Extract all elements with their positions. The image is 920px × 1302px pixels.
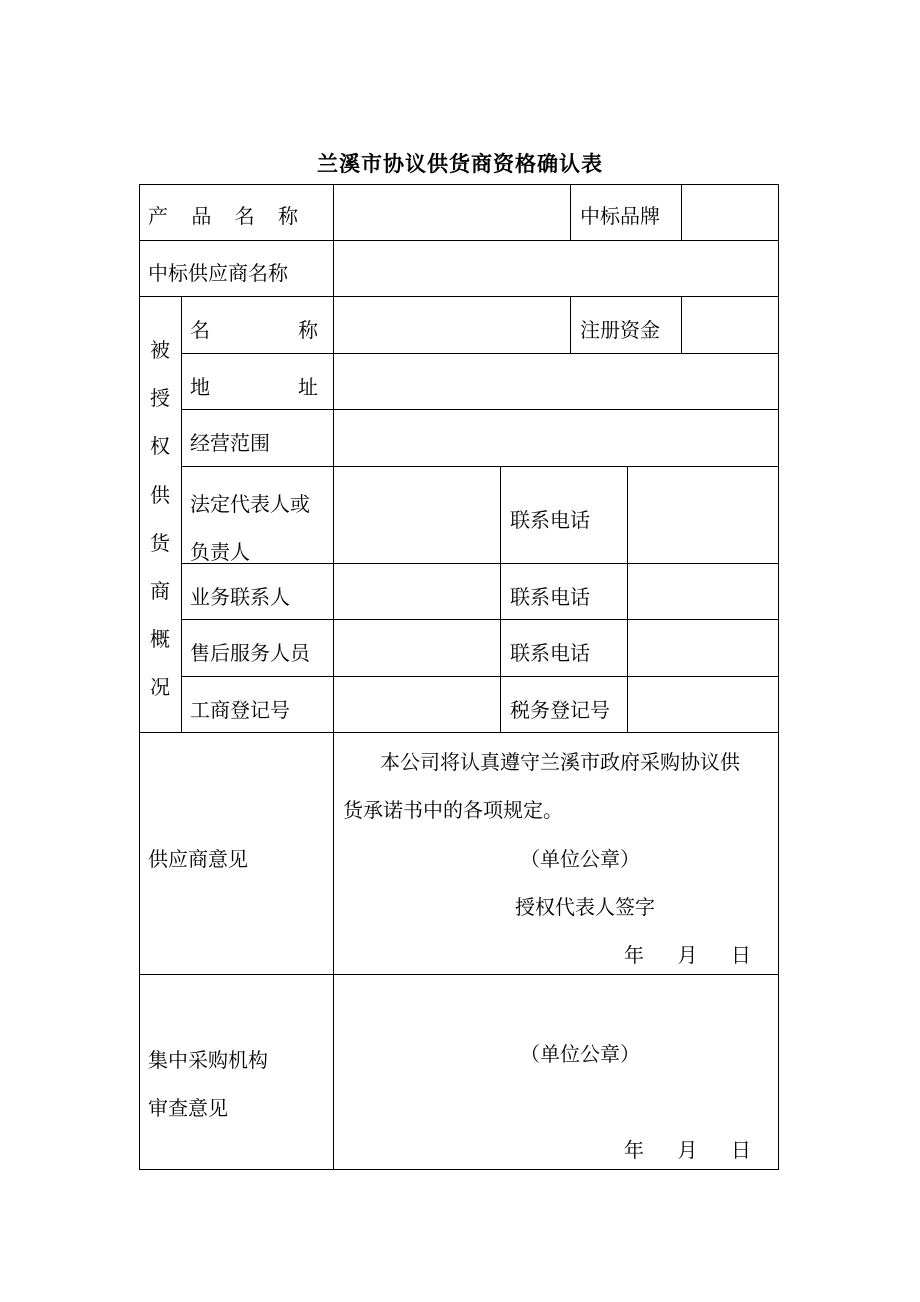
legal-rep-phone-label: 联系电话: [510, 508, 590, 532]
legal-representative-label: 法定代表人或 负责人: [190, 492, 310, 564]
legal-rep-phone-field[interactable]: [628, 467, 778, 563]
business-reg-no-label: 工商登记号: [190, 698, 290, 722]
agency-opinion-label: 集中采购机构 审查意见: [148, 1048, 268, 1120]
tax-reg-no-field[interactable]: [628, 677, 778, 732]
form-title: 兰溪市协议供货商资格确认表: [317, 151, 603, 176]
product-name-field[interactable]: [334, 185, 570, 240]
supplier-statement-line2: 货承诺书中的各项规定。: [343, 798, 563, 822]
address-field[interactable]: [334, 354, 778, 409]
address-label: 地 址: [190, 375, 318, 399]
business-contact-field[interactable]: [334, 564, 500, 619]
after-sales-phone-label: 联系电话: [510, 641, 590, 665]
winning-supplier-field[interactable]: [334, 241, 778, 296]
authorized-signature-label: 授权代表人签字: [515, 895, 655, 919]
business-contact-phone-label: 联系电话: [510, 585, 590, 609]
agency-seal-text: （单位公章）: [520, 1042, 640, 1066]
after-sales-phone-field[interactable]: [628, 620, 778, 676]
name-field[interactable]: [334, 297, 570, 353]
name-label: 名 称: [190, 318, 318, 342]
business-scope-field[interactable]: [334, 410, 778, 466]
winning-supplier-label: 中标供应商名称: [148, 261, 288, 285]
business-scope-label: 经营范围: [190, 431, 270, 455]
business-contact-phone-field[interactable]: [628, 564, 778, 619]
tax-reg-no-label: 税务登记号: [510, 698, 610, 722]
product-name-label: 产 品 名 称: [148, 204, 298, 228]
authorized-supplier-overview-label: 被 授 权 供 货 商 概 况: [150, 338, 170, 700]
winning-brand-label: 中标品牌: [580, 204, 660, 228]
agency-date: 年 月 日: [624, 1138, 751, 1162]
supplier-opinion-label: 供应商意见: [148, 847, 248, 871]
supplier-seal-text: （单位公章）: [520, 847, 640, 871]
registered-capital-label: 注册资金: [580, 318, 660, 342]
business-reg-no-field[interactable]: [334, 677, 500, 732]
after-sales-label: 售后服务人员: [190, 641, 310, 665]
business-contact-label: 业务联系人: [190, 585, 290, 609]
legal-representative-field[interactable]: [334, 467, 500, 563]
supplier-date: 年 月 日: [624, 943, 751, 967]
after-sales-field[interactable]: [334, 620, 500, 676]
registered-capital-field[interactable]: [682, 297, 778, 353]
winning-brand-field[interactable]: [682, 185, 778, 240]
supplier-statement-line1: 本公司将认真遵守兰溪市政府采购协议供: [380, 750, 740, 774]
